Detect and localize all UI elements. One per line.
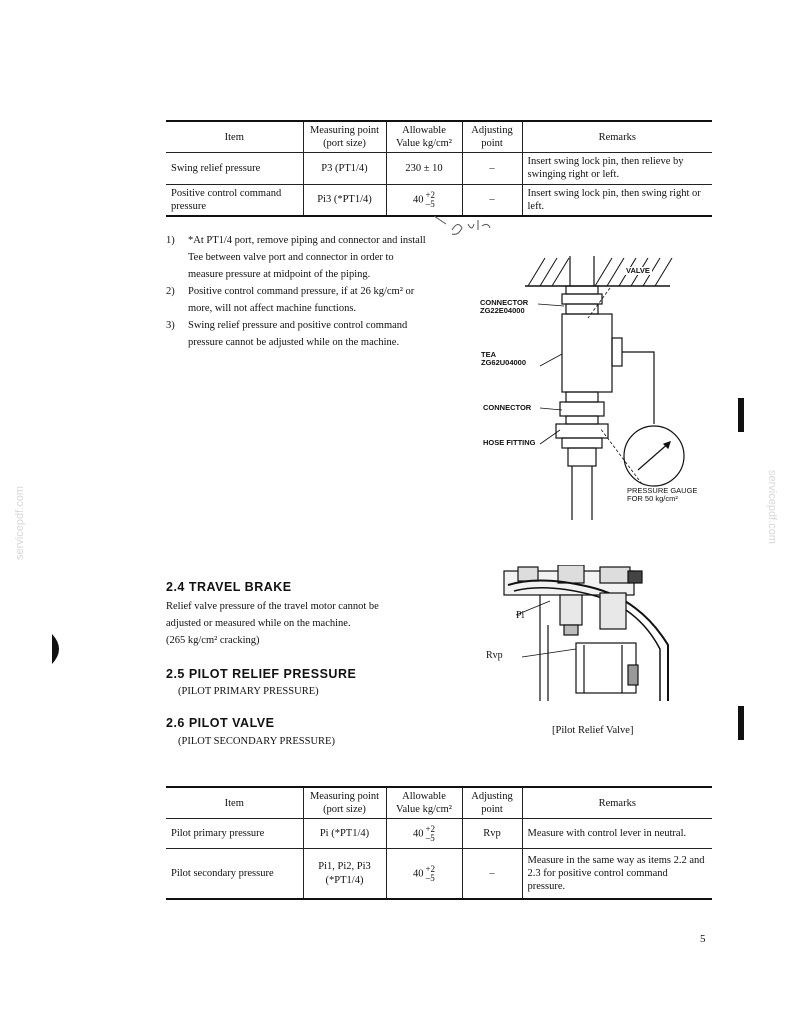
- cell-remarks: Insert swing lock pin, then swing right or left.: [522, 184, 712, 216]
- watermark-left: servicepdf.com: [14, 486, 26, 560]
- table-header-row: [166, 121, 712, 153]
- notes-list: [166, 232, 426, 351]
- cell-point: Pi1, Pi2, Pi3 (*PT1/4): [303, 849, 386, 899]
- cell-item: Positive control command pressure: [166, 184, 303, 216]
- section-title-travel-brake: 2.4 TRAVEL BRAKE: [166, 580, 292, 594]
- header-allowable: Allowable Value kg/cm²: [386, 787, 462, 819]
- header-adjusting: Adjusting point: [462, 787, 522, 819]
- header-allowable: Allowable Value kg/cm²: [386, 121, 462, 153]
- cell-adjust: –: [462, 153, 522, 184]
- cell-point: P3 (PT1/4): [303, 153, 386, 184]
- header-adjusting: Adjusting point: [462, 121, 522, 153]
- pilot-relief-valve-caption: [Pilot Relief Valve]: [552, 725, 634, 736]
- table-row: [166, 153, 712, 184]
- label-pressure-gauge: PRESSURE GAUGE FOR 50 kg/cm²: [627, 486, 698, 503]
- cell-remarks: Measure with control lever in neutral.: [522, 819, 712, 849]
- watermark-right: servicepdf.com: [766, 470, 778, 544]
- travel-brake-text: Relief valve pressure of the travel motor cannot be adjusted or measured while on the machine. (265 kg/cm² cracking): [166, 601, 379, 646]
- label-pi: Pi: [516, 610, 525, 621]
- margin-bar: [738, 398, 744, 432]
- header-remarks: Remarks: [522, 787, 712, 819]
- header-item: Item: [166, 121, 303, 153]
- label-connector-top: CONNECTOR ZG22E04000: [480, 298, 529, 315]
- label-valve: VALVE: [626, 266, 650, 275]
- label-connector-bottom: CONNECTOR: [483, 403, 532, 412]
- pilot-relief-subtitle: (PILOT PRIMARY PRESSURE): [178, 686, 319, 697]
- header-measuring-point: Measuring point (port size): [303, 121, 386, 153]
- swing-pressure-table: [166, 120, 712, 217]
- table-row: [166, 184, 712, 216]
- pilot-valve-subtitle: (PILOT SECONDARY PRESSURE): [178, 736, 335, 747]
- label-hose-fitting: HOSE FITTING: [483, 438, 536, 447]
- section-title-pilot-relief: 2.5 PILOT RELIEF PRESSURE: [166, 667, 357, 681]
- cell-adjust: Rvp: [462, 819, 522, 849]
- note-item: 2) Positive control command pressure, if at 26 kg/cm² or more, will not affect machine functions.: [166, 286, 415, 314]
- punch-hole-mark: [50, 632, 66, 666]
- pilot-relief-valve-illustration: [500, 565, 672, 705]
- section-title-pilot-valve: 2.6 PILOT VALVE: [166, 716, 275, 730]
- margin-bar: [738, 706, 744, 740]
- header-item: Item: [166, 787, 303, 819]
- note-item: 1) *At PT1/4 port, remove piping and connector and install Tee between valve port and connector in order to measure pressure at midpoint of the piping.: [166, 235, 426, 280]
- table-row: [166, 819, 712, 849]
- header-remarks: Remarks: [522, 121, 712, 153]
- cell-item: Swing relief pressure: [166, 153, 303, 184]
- cell-value: 40 +2 –5: [386, 819, 462, 849]
- cell-remarks: Measure in the same way as items 2.2 and 2.3 for positive control command pressure.: [522, 849, 712, 899]
- cell-remarks: Insert swing lock pin, then relieve by swinging right or left.: [522, 153, 712, 184]
- page-number: 5: [700, 933, 706, 945]
- label-rvp: Rvp: [486, 650, 503, 661]
- cell-value: 40 +2 –5: [386, 184, 462, 216]
- table-row: [166, 849, 712, 899]
- cell-point: Pi (*PT1/4): [303, 819, 386, 849]
- cell-adjust: –: [462, 849, 522, 899]
- cell-point: Pi3 (*PT1/4): [303, 184, 386, 216]
- gauge-connection-diagram: [470, 248, 720, 522]
- cell-item: Pilot secondary pressure: [166, 849, 303, 899]
- table-header-row: [166, 787, 712, 819]
- note-item: 3) Swing relief pressure and positive control command pressure cannot be adjusted while on the machine.: [166, 320, 408, 348]
- cell-value: 40 +2 –5: [386, 849, 462, 899]
- header-measuring-point: Measuring point (port size): [303, 787, 386, 819]
- cell-value: 230 ± 10: [386, 153, 462, 184]
- cell-item: Pilot primary pressure: [166, 819, 303, 849]
- pilot-pressure-table: [166, 786, 712, 900]
- cell-adjust: –: [462, 184, 522, 216]
- label-tea: TEA ZG62U04000: [481, 350, 527, 367]
